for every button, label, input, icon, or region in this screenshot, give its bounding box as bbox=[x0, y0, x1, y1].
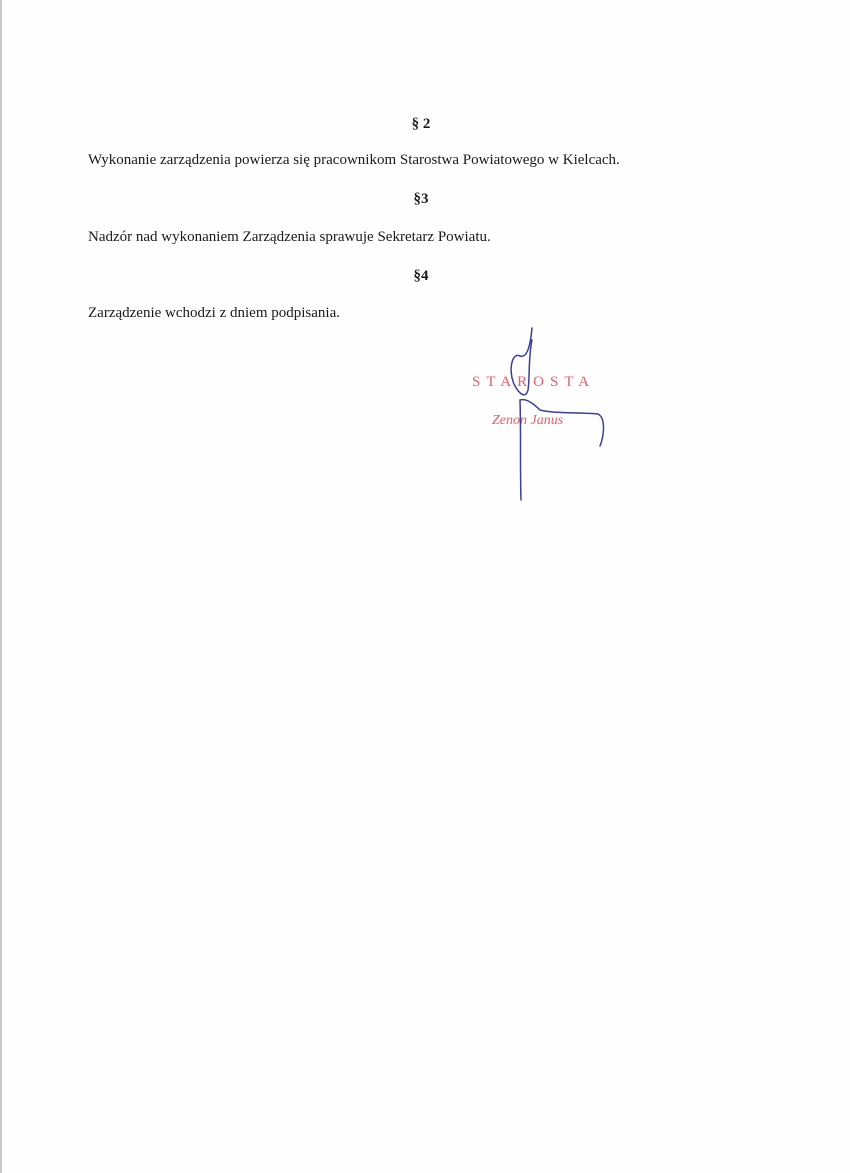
stamp-title: STAROSTA bbox=[472, 374, 596, 390]
stamp-name: Zenon Janus bbox=[492, 413, 564, 428]
section-text-2: Wykonanie zarządzenia powierza się pracownikom Starostwa Powiatowego w Kielcach. bbox=[88, 152, 620, 168]
scan-edge bbox=[0, 0, 2, 1173]
section-heading-4: §4 bbox=[413, 268, 429, 284]
section-text-4: Zarządzenie wchodzi z dniem podpisania. bbox=[88, 305, 340, 321]
section-text-3: Nadzór nad wykonaniem Zarządzenia sprawuje Sekretarz Powiatu. bbox=[88, 229, 491, 245]
section-heading-3: §3 bbox=[413, 191, 429, 207]
section-heading-2: § 2 bbox=[411, 116, 431, 132]
